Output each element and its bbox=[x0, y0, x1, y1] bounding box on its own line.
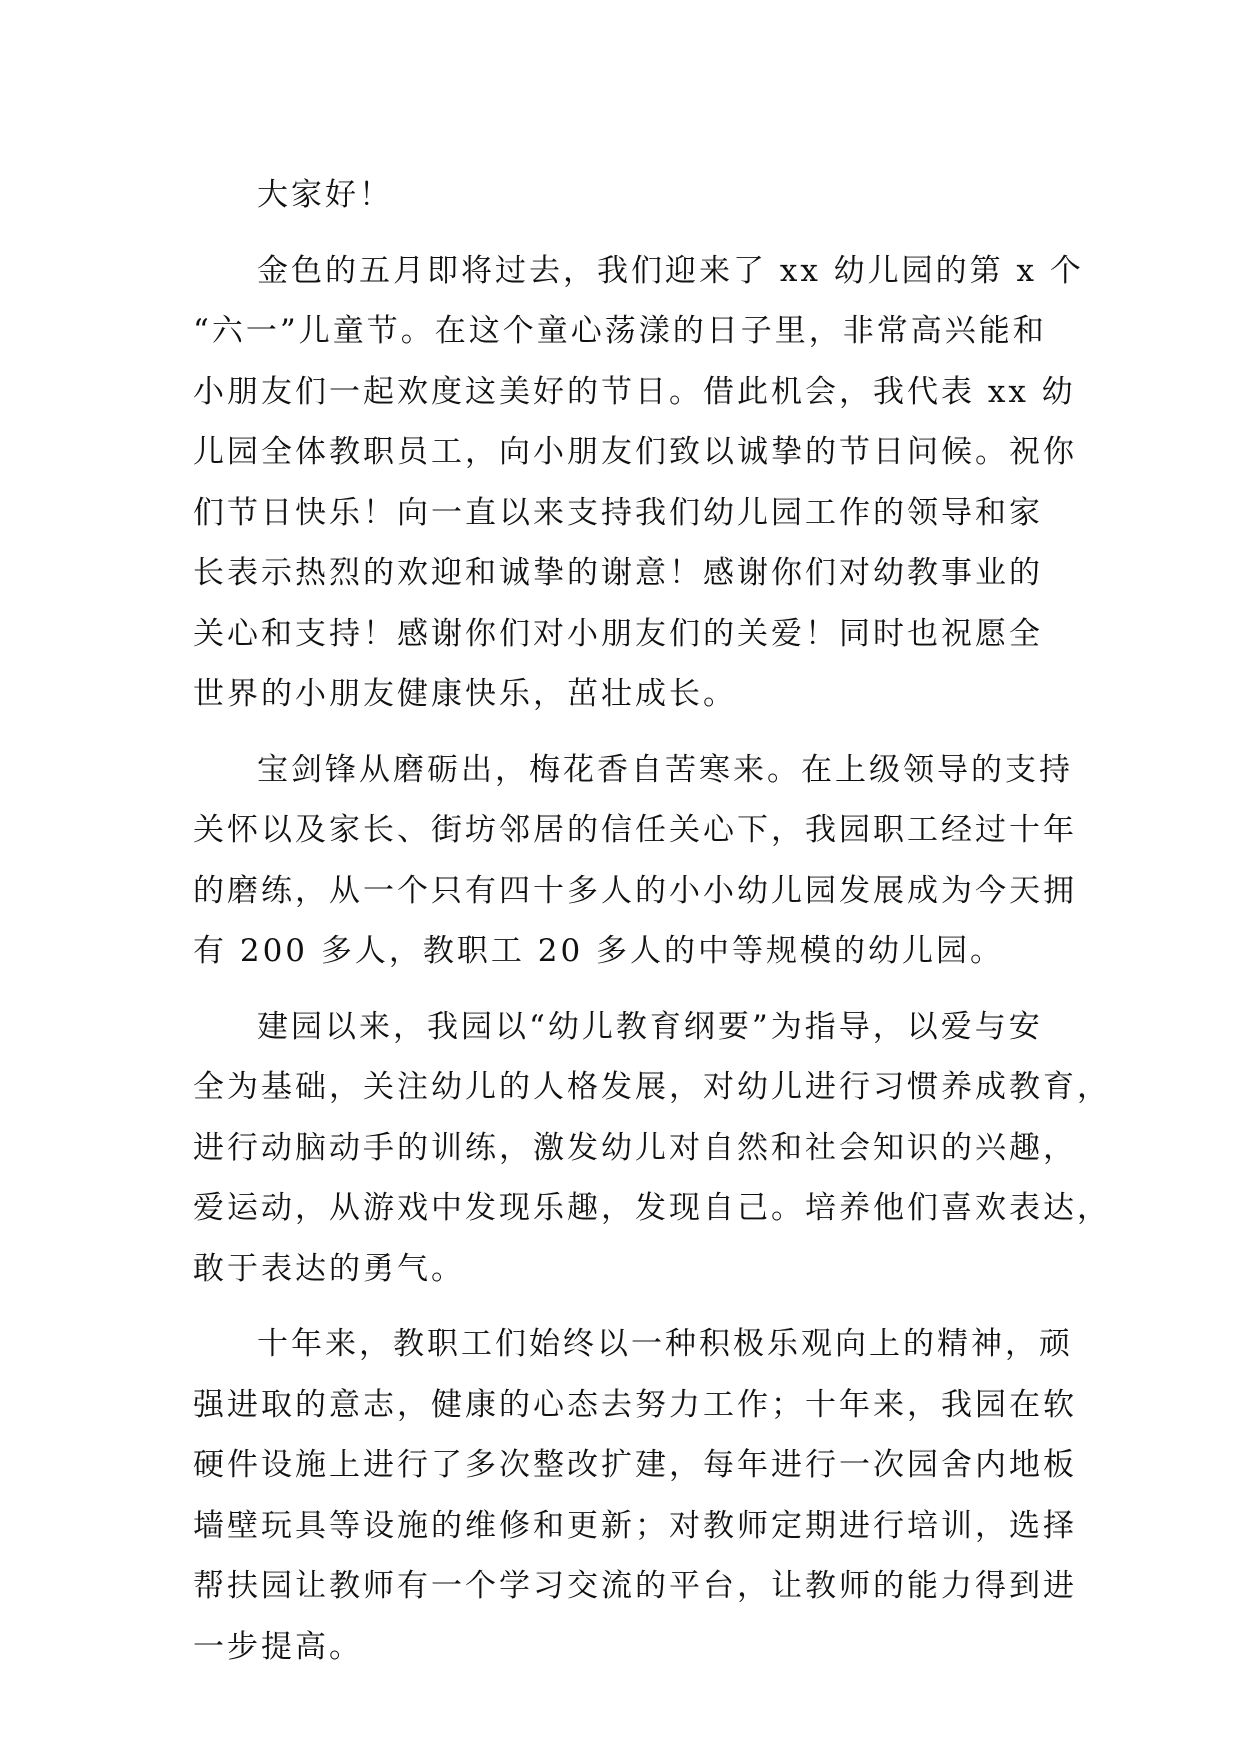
paragraph-line: 关心和支持！感谢你们对小朋友们的关爱！同时也祝愿全 bbox=[193, 615, 1043, 652]
paragraph-line: 们节日快乐！向一直以来支持我们幼儿园工作的领导和家 bbox=[193, 494, 1043, 531]
paragraph-line: 十年来，教职工们始终以一种积极乐观向上的精神，顽 bbox=[257, 1326, 1073, 1362]
paragraph-line: 建园以来，我园以“幼儿教育纲要”为指导，以爱与安 bbox=[257, 1008, 1043, 1045]
paragraph-line: 长表示热烈的欢迎和诚挚的谢意！感谢你们对幼教事业的 bbox=[193, 555, 1043, 591]
paragraph-line: 一步提高。 bbox=[193, 1628, 363, 1665]
paragraph-line: 儿园全体教职员工，向小朋友们致以诚挚的节日问候。祝你 bbox=[193, 434, 1077, 470]
paragraph-line: 硬件设施上进行了多次整改扩建，每年进行一次园舍内地板 bbox=[193, 1447, 1077, 1483]
paragraph-4 bbox=[193, 1314, 1077, 1677]
paragraph-3 bbox=[193, 997, 1111, 1300]
paragraph-line: 小朋友们一起欢度这美好的节日。借此机会，我代表 xx 幼 bbox=[193, 373, 1076, 410]
paragraph-line: 世界的小朋友健康快乐，茁壮成长。 bbox=[193, 676, 737, 712]
paragraph-line: 金色的五月即将过去，我们迎来了 xx 幼儿园的第 x 个 bbox=[257, 252, 1084, 289]
paragraph-line: 有 200 多人，教职工 20 多人的中等规模的幼儿园。 bbox=[193, 933, 1005, 969]
paragraph-line: 帮扶园让教师有一个学习交流的平台，让教师的能力得到进 bbox=[193, 1568, 1077, 1604]
speech-text bbox=[193, 165, 1111, 1677]
paragraph-2 bbox=[193, 740, 1077, 982]
greeting-line: 大家好！ bbox=[257, 177, 393, 213]
paragraph-line: 全为基础，关注幼儿的人格发展，对幼儿进行习惯养成教育， bbox=[193, 1069, 1111, 1105]
paragraph-line: 宝剑锋从磨砺出，梅花香自苦寒来。在上级领导的支持 bbox=[257, 751, 1073, 788]
paragraph-line: 强进取的意志，健康的心态去努力工作；十年来，我园在软 bbox=[193, 1386, 1077, 1423]
paragraph-1 bbox=[193, 241, 1084, 725]
paragraph-line: “六一”儿童节。在这个童心荡漾的日子里，非常高兴能和 bbox=[193, 313, 1047, 349]
paragraph-line: 的磨练，从一个只有四十多人的小小幼儿园发展成为今天拥 bbox=[193, 872, 1077, 909]
paragraph-line: 进行动脑动手的训练，激发幼儿对自然和社会知识的兴趣， bbox=[193, 1129, 1077, 1166]
paragraph-line: 敢于表达的勇气。 bbox=[193, 1250, 465, 1287]
paragraph-line: 爱运动，从游戏中发现乐趣，发现自己。培养他们喜欢表达， bbox=[193, 1190, 1111, 1226]
paragraph-line: 墙壁玩具等设施的维修和更新；对教师定期进行培训，选择 bbox=[193, 1507, 1077, 1544]
paragraph-line: 关怀以及家长、街坊邻居的信任关心下，我园职工经过十年 bbox=[193, 812, 1077, 848]
